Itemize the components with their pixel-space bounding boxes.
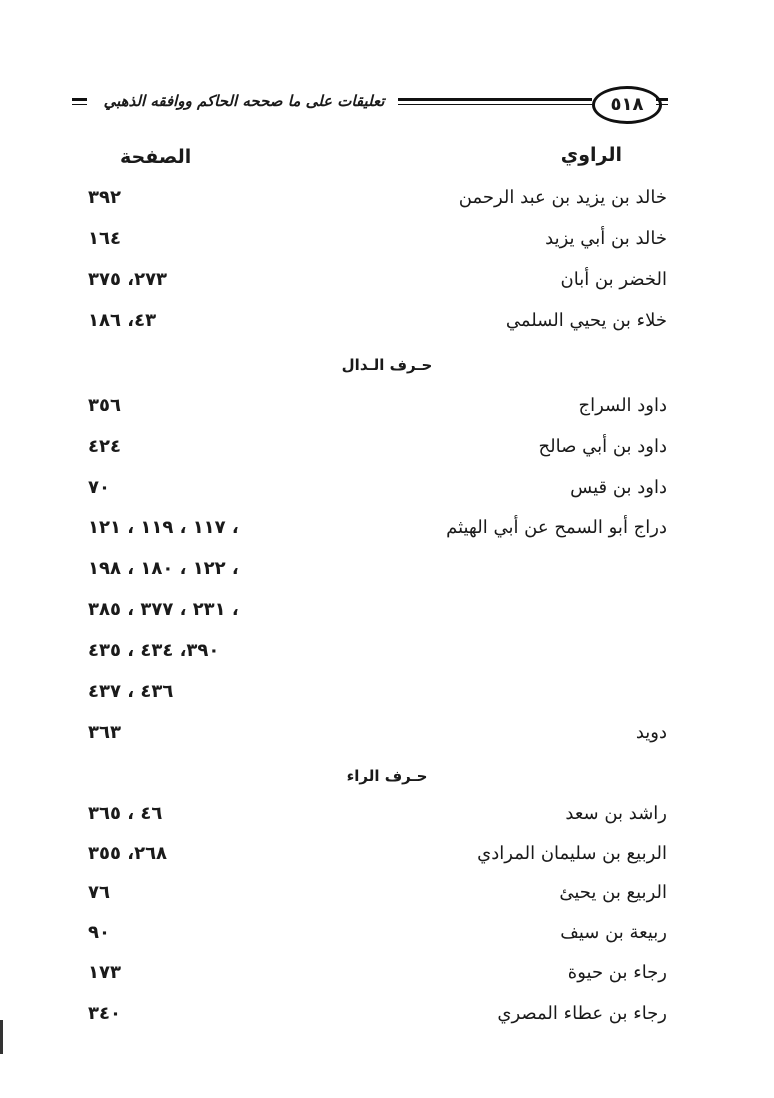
index-row — [0, 395, 774, 425]
index-row-continuation — [0, 681, 774, 711]
index-row-continuation — [0, 558, 774, 588]
column-heading-page: الصفحة — [120, 146, 192, 168]
narrator-name: خالد بن يزيد بن عبد الرحمن — [458, 187, 667, 208]
narrator-name: دراج أبو السمح عن أبي الهيثم — [446, 517, 667, 538]
page-refs: ٣٦٣ — [88, 722, 121, 743]
header-rule-right-thick — [656, 98, 668, 101]
index-row — [0, 269, 774, 299]
page-refs: ٩٠ — [88, 922, 110, 943]
index-row-continuation — [0, 640, 774, 670]
page-refs: ٢٣١ ، ٣٧٧ ، ٣٨٥ ، — [88, 599, 239, 620]
page-refs: ٤٣، ١٨٦ — [88, 310, 157, 331]
narrator-name: رجاء بن حيوة — [567, 962, 667, 983]
index-row — [0, 436, 774, 466]
narrator-name: داود السراج — [578, 395, 667, 416]
running-title: تعليقات على ما صححه الحاكم ووافقه الذهبي — [103, 92, 385, 110]
index-row — [0, 722, 774, 752]
page-refs: ٤٢٤ — [88, 436, 121, 457]
index-row-continuation — [0, 599, 774, 629]
index-row — [0, 477, 774, 507]
page-refs: ١٢٢ ، ١٨٠ ، ١٩٨ ، — [88, 558, 239, 579]
page-refs: ١١٧ ، ١١٩ ، ١٢١ ، — [88, 517, 239, 538]
page-refs: ٣٩٢ — [88, 187, 121, 208]
page-refs: ٣٩٠، ٤٣٤ ، ٤٣٥ — [88, 640, 220, 661]
narrator-name: الخضر بن أبان — [560, 269, 667, 290]
index-row — [0, 310, 774, 340]
index-row — [0, 187, 774, 217]
narrator-name: ربيعة بن سيف — [560, 922, 667, 943]
header-rule-left-thin — [72, 104, 87, 105]
index-row — [0, 962, 774, 992]
page-refs: ٤٣٦ ، ٤٣٧ — [88, 681, 174, 702]
page-refs: ٣٥٦ — [88, 395, 121, 416]
narrator-name: الربيع بن يحيئ — [559, 882, 667, 903]
narrator-name: خالد بن أبي يزيد — [545, 228, 667, 249]
narrator-name: داود بن أبي صالح — [538, 436, 667, 457]
index-row — [0, 517, 774, 547]
page-refs: ٣٤٠ — [88, 1003, 121, 1024]
header-rule-left-thick — [72, 98, 87, 101]
narrator-name: دويد — [635, 722, 667, 743]
index-row — [0, 843, 774, 873]
section-heading-ra: حـرف الراء — [346, 767, 428, 785]
index-row — [0, 1003, 774, 1033]
index-row — [0, 228, 774, 258]
page-edge-mark — [0, 1020, 3, 1054]
page-refs: ٤٦ ، ٣٦٥ — [88, 803, 163, 824]
header-rule-middle-thick — [398, 98, 592, 101]
page-refs: ١٧٣ — [88, 962, 121, 983]
page-header — [0, 84, 774, 124]
page-refs: ٢٧٣، ٣٧٥ — [88, 269, 168, 290]
section-heading-dal: حـرف الـدال — [341, 356, 433, 374]
narrator-name: رجاء بن عطاء المصري — [497, 1003, 667, 1024]
index-row — [0, 803, 774, 833]
page-refs: ١٦٤ — [88, 228, 121, 249]
index-row — [0, 922, 774, 952]
page-number: ٥١٨ — [592, 86, 662, 124]
header-rule-middle-thin — [398, 104, 592, 105]
narrator-name: داود بن قيس — [570, 477, 667, 498]
index-row — [0, 882, 774, 912]
page-refs: ٧٠ — [88, 477, 110, 498]
column-heading-narrator: الراوي — [560, 144, 622, 166]
page-refs: ٢٦٨، ٣٥٥ — [88, 843, 168, 864]
narrator-name: خلاء بن يحيي السلمي — [505, 310, 667, 331]
page-refs: ٧٦ — [88, 882, 110, 903]
narrator-name: راشد بن سعد — [565, 803, 667, 824]
narrator-name: الربيع بن سليمان المرادي — [477, 843, 667, 864]
header-rule-right-thin — [656, 104, 668, 105]
